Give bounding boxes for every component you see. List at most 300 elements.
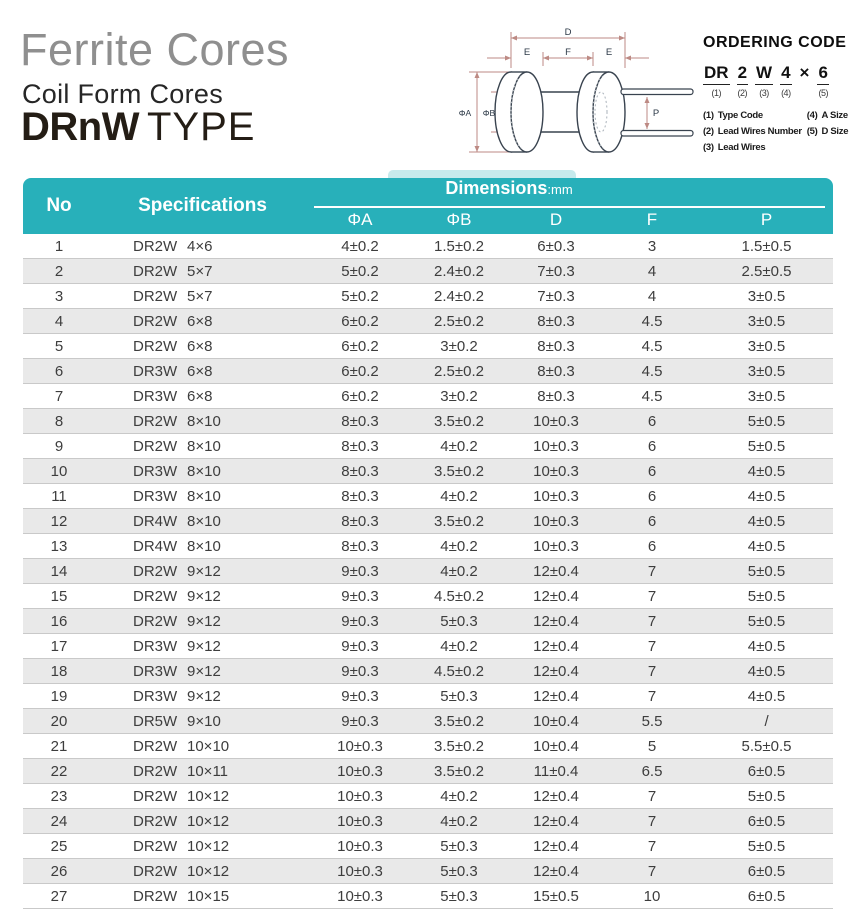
spec-type: DR2W <box>133 587 178 605</box>
spec-type: DR2W <box>133 412 178 430</box>
spec-size: 8×10 <box>187 487 221 505</box>
cell-p: 2.5±0.5 <box>700 259 833 284</box>
cell-d: 10±0.3 <box>508 459 604 484</box>
cell-p: 5±0.5 <box>700 609 833 634</box>
cell-no: 27 <box>23 884 95 909</box>
spec-size: 10×10 <box>187 737 230 755</box>
cell-p: 3±0.5 <box>700 334 833 359</box>
cell-f: 4 <box>604 259 700 284</box>
cell-phi-b: 4±0.2 <box>410 634 508 659</box>
spec-size: 9×12 <box>187 587 221 605</box>
cell-specification <box>95 359 310 384</box>
core-drawing-icon <box>425 10 697 170</box>
cell-phi-a: 6±0.2 <box>310 309 410 334</box>
cell-p: 4±0.5 <box>700 634 833 659</box>
cell-f: 7 <box>604 859 700 884</box>
cell-specification <box>95 859 310 884</box>
spec-size: 5×7 <box>187 287 213 305</box>
cell-p: 4±0.5 <box>700 484 833 509</box>
spec-type: DR2W <box>133 612 178 630</box>
table-row <box>23 484 833 509</box>
cell-no: 1 <box>23 234 95 259</box>
cell-phi-b: 4.5±0.2 <box>410 584 508 609</box>
cell-p: 4±0.5 <box>700 684 833 709</box>
cell-d: 10±0.3 <box>508 509 604 534</box>
table-row <box>23 809 833 834</box>
dim-label-phi-b: ΦB <box>482 108 496 118</box>
cell-d: 12±0.4 <box>508 659 604 684</box>
cell-p: 4±0.5 <box>700 659 833 684</box>
spec-size: 9×12 <box>187 637 221 655</box>
dim-label-f: F <box>565 47 571 58</box>
cell-phi-b: 4.5±0.2 <box>410 659 508 684</box>
table-row <box>23 659 833 684</box>
cell-no: 13 <box>23 534 95 559</box>
cell-no: 3 <box>23 284 95 309</box>
cell-specification <box>95 584 310 609</box>
cell-p: 1.5±0.5 <box>700 234 833 259</box>
cell-phi-a: 8±0.3 <box>310 409 410 434</box>
cell-phi-b: 4±0.2 <box>410 534 508 559</box>
spec-size: 8×10 <box>187 412 221 430</box>
page-title: Ferrite Cores <box>20 24 290 75</box>
cell-no: 10 <box>23 459 95 484</box>
cell-p: / <box>700 709 833 734</box>
code-segment: W (3) <box>756 63 773 98</box>
table-row <box>23 884 833 909</box>
spec-type: DR3W <box>133 487 178 505</box>
cell-p: 5.5±0.5 <box>700 734 833 759</box>
cell-p: 3±0.5 <box>700 284 833 309</box>
cell-phi-b: 4±0.2 <box>410 434 508 459</box>
spec-type: DR2W <box>133 862 178 880</box>
cell-specification <box>95 709 310 734</box>
table-row <box>23 384 833 409</box>
cell-f: 7 <box>604 559 700 584</box>
cell-phi-b: 3±0.2 <box>410 384 508 409</box>
spec-type: DR2W <box>133 837 178 855</box>
type-suffix: TYPE <box>146 105 256 149</box>
table-row <box>23 609 833 634</box>
cell-f: 6 <box>604 409 700 434</box>
cell-phi-b: 1.5±0.2 <box>410 234 508 259</box>
legend-item: (4) A Size <box>806 109 848 121</box>
table-row <box>23 234 833 259</box>
code-segment: 4 (4) <box>781 63 791 98</box>
header-d: D <box>508 208 604 234</box>
ordering-code <box>703 34 849 156</box>
cell-phi-a: 4±0.2 <box>310 234 410 259</box>
cell-no: 25 <box>23 834 95 859</box>
cell-specification <box>95 459 310 484</box>
cell-phi-b: 2.4±0.2 <box>410 259 508 284</box>
cell-no: 20 <box>23 709 95 734</box>
cell-specification <box>95 659 310 684</box>
code-segment: 6 (5) <box>818 63 828 98</box>
cell-phi-a: 9±0.3 <box>310 709 410 734</box>
cell-phi-a: 10±0.3 <box>310 784 410 809</box>
cell-no: 22 <box>23 759 95 784</box>
cell-f: 5 <box>604 734 700 759</box>
cell-specification <box>95 309 310 334</box>
cell-p: 4±0.5 <box>700 509 833 534</box>
table-row <box>23 284 833 309</box>
cell-phi-a: 8±0.3 <box>310 459 410 484</box>
cell-d: 8±0.3 <box>508 309 604 334</box>
cell-p: 5±0.5 <box>700 834 833 859</box>
header-f: F <box>604 208 700 234</box>
spec-type: DR2W <box>133 812 178 830</box>
cell-phi-a: 9±0.3 <box>310 634 410 659</box>
ordering-code-value <box>703 64 849 98</box>
cell-d: 12±0.4 <box>508 684 604 709</box>
cell-d: 8±0.3 <box>508 334 604 359</box>
cell-phi-b: 3.5±0.2 <box>410 759 508 784</box>
cell-d: 12±0.4 <box>508 809 604 834</box>
cell-phi-a: 8±0.3 <box>310 509 410 534</box>
code-times-sign: × <box>799 63 810 82</box>
table-row <box>23 334 833 359</box>
cell-d: 12±0.4 <box>508 584 604 609</box>
table-row <box>23 734 833 759</box>
ordering-code-heading: ORDERING CODE <box>703 34 847 51</box>
cell-f: 10 <box>604 884 700 909</box>
cell-no: 16 <box>23 609 95 634</box>
cell-d: 12±0.4 <box>508 559 604 584</box>
table-row <box>23 584 833 609</box>
cell-phi-a: 6±0.2 <box>310 334 410 359</box>
cell-no: 24 <box>23 809 95 834</box>
spec-size: 10×12 <box>187 862 230 880</box>
cell-specification <box>95 234 310 259</box>
spec-size: 9×10 <box>187 712 221 730</box>
cell-p: 5±0.5 <box>700 559 833 584</box>
cell-f: 7 <box>604 834 700 859</box>
table-row <box>23 259 833 284</box>
spec-type: DR5W <box>133 712 178 730</box>
cell-specification <box>95 534 310 559</box>
header-no: No <box>23 178 95 234</box>
cell-no: 6 <box>23 359 95 384</box>
header-specifications: Specifications <box>95 178 310 234</box>
cell-specification <box>95 259 310 284</box>
spec-type: DR2W <box>133 437 178 455</box>
spec-size: 10×15 <box>187 887 230 905</box>
cell-specification <box>95 884 310 909</box>
spec-type: DR2W <box>133 737 178 755</box>
spec-type: DR3W <box>133 662 178 680</box>
cell-no: 4 <box>23 309 95 334</box>
cell-phi-a: 5±0.2 <box>310 284 410 309</box>
cell-specification <box>95 609 310 634</box>
legend-item: (5) D Size <box>806 125 849 137</box>
spec-type: DR2W <box>133 337 178 355</box>
cell-f: 4 <box>604 284 700 309</box>
spec-size: 10×12 <box>187 837 230 855</box>
spec-type: DR2W <box>133 312 178 330</box>
cell-phi-b: 5±0.3 <box>410 884 508 909</box>
cell-no: 23 <box>23 784 95 809</box>
spec-type: DR3W <box>133 387 178 405</box>
cell-d: 10±0.3 <box>508 534 604 559</box>
spec-size: 8×10 <box>187 437 221 455</box>
dimensions-unit: :mm <box>547 182 573 197</box>
cell-f: 6 <box>604 434 700 459</box>
table-row <box>23 859 833 884</box>
spec-type: DR2W <box>133 287 178 305</box>
spec-type: DR3W <box>133 462 178 480</box>
dimensions-title: Dimensions <box>445 178 548 198</box>
cell-phi-b: 2.5±0.2 <box>410 359 508 384</box>
table-row <box>23 634 833 659</box>
cell-phi-a: 10±0.3 <box>310 809 410 834</box>
cell-phi-a: 10±0.3 <box>310 759 410 784</box>
table-row <box>23 534 833 559</box>
table-row <box>23 559 833 584</box>
table-header <box>23 178 833 234</box>
cell-specification <box>95 334 310 359</box>
cell-phi-a: 10±0.3 <box>310 859 410 884</box>
cell-phi-b: 5±0.3 <box>410 834 508 859</box>
cell-no: 17 <box>23 634 95 659</box>
cell-p: 4±0.5 <box>700 459 833 484</box>
spec-size: 8×10 <box>187 462 221 480</box>
cell-f: 6 <box>604 509 700 534</box>
ordering-code-legend <box>703 108 849 156</box>
spec-type: DR2W <box>133 762 178 780</box>
spec-size: 9×12 <box>187 612 221 630</box>
cell-phi-b: 5±0.3 <box>410 684 508 709</box>
header-phi-b: ΦB <box>410 208 508 234</box>
spec-type: DR2W <box>133 262 178 280</box>
cell-d: 12±0.4 <box>508 859 604 884</box>
spec-size: 10×12 <box>187 812 230 830</box>
code-segment: DR (1) <box>704 63 729 98</box>
spec-type: DR2W <box>133 887 178 905</box>
cell-specification <box>95 384 310 409</box>
cell-no: 5 <box>23 334 95 359</box>
cell-d: 12±0.4 <box>508 634 604 659</box>
spec-size: 6×8 <box>187 362 213 380</box>
spec-size: 10×11 <box>187 762 229 780</box>
cell-phi-a: 10±0.3 <box>310 884 410 909</box>
spec-size: 6×8 <box>187 312 213 330</box>
header-phi-a: ΦA <box>310 208 410 234</box>
spec-type: DR2W <box>133 787 178 805</box>
cell-specification <box>95 734 310 759</box>
cell-f: 6 <box>604 484 700 509</box>
table-row <box>23 759 833 784</box>
cell-no: 19 <box>23 684 95 709</box>
cell-p: 3±0.5 <box>700 309 833 334</box>
cell-p: 5±0.5 <box>700 784 833 809</box>
cell-d: 7±0.3 <box>508 259 604 284</box>
cell-phi-b: 4±0.2 <box>410 809 508 834</box>
dim-label-p: P <box>652 108 660 119</box>
cell-no: 14 <box>23 559 95 584</box>
cell-d: 10±0.4 <box>508 734 604 759</box>
cell-f: 7 <box>604 659 700 684</box>
cell-specification <box>95 434 310 459</box>
cell-specification <box>95 809 310 834</box>
cell-no: 12 <box>23 509 95 534</box>
cell-f: 7 <box>604 784 700 809</box>
core-dimension-drawing <box>425 10 697 170</box>
cell-d: 8±0.3 <box>508 359 604 384</box>
cell-specification <box>95 634 310 659</box>
cell-f: 7 <box>604 684 700 709</box>
cell-d: 12±0.4 <box>508 834 604 859</box>
cell-phi-a: 10±0.3 <box>310 734 410 759</box>
legend-column-left <box>703 108 802 156</box>
legend-item: (2) Lead Wires Number <box>703 125 802 137</box>
cell-no: 11 <box>23 484 95 509</box>
dim-label-d: D <box>564 27 572 38</box>
cell-d: 10±0.3 <box>508 484 604 509</box>
cell-f: 4.5 <box>604 334 700 359</box>
cell-no: 21 <box>23 734 95 759</box>
page-subtitle: Coil Form Cores <box>22 79 224 109</box>
type-title <box>21 105 255 150</box>
cell-specification <box>95 509 310 534</box>
spec-type: DR3W <box>133 637 178 655</box>
cell-phi-b: 4±0.2 <box>410 484 508 509</box>
legend-item: (3) Lead Wires <box>703 141 766 153</box>
cell-f: 7 <box>604 584 700 609</box>
cell-phi-a: 8±0.3 <box>310 534 410 559</box>
spec-type: DR4W <box>133 537 178 555</box>
cell-no: 7 <box>23 384 95 409</box>
cell-p: 6±0.5 <box>700 759 833 784</box>
spec-type: DR2W <box>133 562 178 580</box>
spec-size: 4×6 <box>187 237 213 255</box>
table-body <box>23 234 833 909</box>
cell-f: 4.5 <box>604 359 700 384</box>
table-row <box>23 834 833 859</box>
cell-phi-b: 4±0.2 <box>410 784 508 809</box>
table-row <box>23 509 833 534</box>
table-row <box>23 434 833 459</box>
cell-phi-b: 3.5±0.2 <box>410 509 508 534</box>
cell-p: 5±0.5 <box>700 434 833 459</box>
table-row <box>23 409 833 434</box>
spec-size: 9×12 <box>187 662 221 680</box>
cell-d: 10±0.3 <box>508 434 604 459</box>
spec-size: 8×10 <box>187 512 221 530</box>
cell-phi-a: 9±0.3 <box>310 609 410 634</box>
spec-size: 9×12 <box>187 562 221 580</box>
spec-size: 10×12 <box>187 787 230 805</box>
table-row <box>23 684 833 709</box>
cell-phi-b: 5±0.3 <box>410 609 508 634</box>
cell-f: 7 <box>604 634 700 659</box>
cell-no: 8 <box>23 409 95 434</box>
cell-p: 3±0.5 <box>700 384 833 409</box>
cell-specification <box>95 684 310 709</box>
cell-phi-b: 2.4±0.2 <box>410 284 508 309</box>
cell-specification <box>95 409 310 434</box>
dim-label-e-right: E <box>605 47 613 58</box>
cell-no: 15 <box>23 584 95 609</box>
cell-p: 5±0.5 <box>700 584 833 609</box>
cell-phi-a: 10±0.3 <box>310 834 410 859</box>
cell-phi-a: 9±0.3 <box>310 559 410 584</box>
cell-specification <box>95 784 310 809</box>
cell-d: 12±0.4 <box>508 609 604 634</box>
cell-no: 18 <box>23 659 95 684</box>
spec-size: 9×12 <box>187 687 221 705</box>
cell-phi-b: 3.5±0.2 <box>410 709 508 734</box>
cell-d: 11±0.4 <box>508 759 604 784</box>
cell-p: 6±0.5 <box>700 809 833 834</box>
cell-d: 8±0.3 <box>508 384 604 409</box>
cell-phi-b: 5±0.3 <box>410 859 508 884</box>
cell-f: 6.5 <box>604 759 700 784</box>
spec-type: DR3W <box>133 362 178 380</box>
cell-phi-b: 2.5±0.2 <box>410 309 508 334</box>
cell-phi-b: 3.5±0.2 <box>410 409 508 434</box>
cell-phi-a: 8±0.3 <box>310 484 410 509</box>
cell-p: 5±0.5 <box>700 409 833 434</box>
cell-f: 5.5 <box>604 709 700 734</box>
cell-phi-a: 9±0.3 <box>310 659 410 684</box>
legend-column-right <box>807 108 848 156</box>
table-row <box>23 359 833 384</box>
cell-specification <box>95 834 310 859</box>
table-row <box>23 784 833 809</box>
cell-no: 9 <box>23 434 95 459</box>
spec-table <box>23 178 833 909</box>
table-row <box>23 459 833 484</box>
cell-f: 7 <box>604 809 700 834</box>
cell-p: 6±0.5 <box>700 859 833 884</box>
spec-size: 5×7 <box>187 262 213 280</box>
cell-phi-b: 4±0.2 <box>410 559 508 584</box>
code-segment: 2 (2) <box>737 63 748 98</box>
header-p: P <box>700 208 833 234</box>
header-dimensions <box>310 178 833 208</box>
cell-d: 6±0.3 <box>508 234 604 259</box>
cell-f: 6 <box>604 534 700 559</box>
table-row <box>23 709 833 734</box>
cell-phi-a: 6±0.2 <box>310 384 410 409</box>
cell-specification <box>95 559 310 584</box>
spec-type: DR4W <box>133 512 178 530</box>
dim-label-phi-a: ΦA <box>458 108 472 118</box>
cell-p: 3±0.5 <box>700 359 833 384</box>
cell-f: 4.5 <box>604 309 700 334</box>
spec-type: DR2W <box>133 237 178 255</box>
cell-no: 2 <box>23 259 95 284</box>
cell-d: 15±0.5 <box>508 884 604 909</box>
cell-phi-a: 5±0.2 <box>310 259 410 284</box>
cell-phi-a: 6±0.2 <box>310 359 410 384</box>
spec-type: DR3W <box>133 687 178 705</box>
cell-phi-b: 3.5±0.2 <box>410 734 508 759</box>
spec-size: 6×8 <box>187 337 213 355</box>
cell-p: 6±0.5 <box>700 884 833 909</box>
cell-phi-b: 3.5±0.2 <box>410 459 508 484</box>
cell-p: 4±0.5 <box>700 534 833 559</box>
cell-f: 7 <box>604 609 700 634</box>
legend-item: (1) Type Code <box>703 109 763 121</box>
cell-specification <box>95 484 310 509</box>
type-name: DRnW <box>21 105 139 149</box>
cell-d: 12±0.4 <box>508 784 604 809</box>
cell-phi-a: 8±0.3 <box>310 434 410 459</box>
dim-label-e-left: E <box>523 47 531 58</box>
cell-specification <box>95 759 310 784</box>
